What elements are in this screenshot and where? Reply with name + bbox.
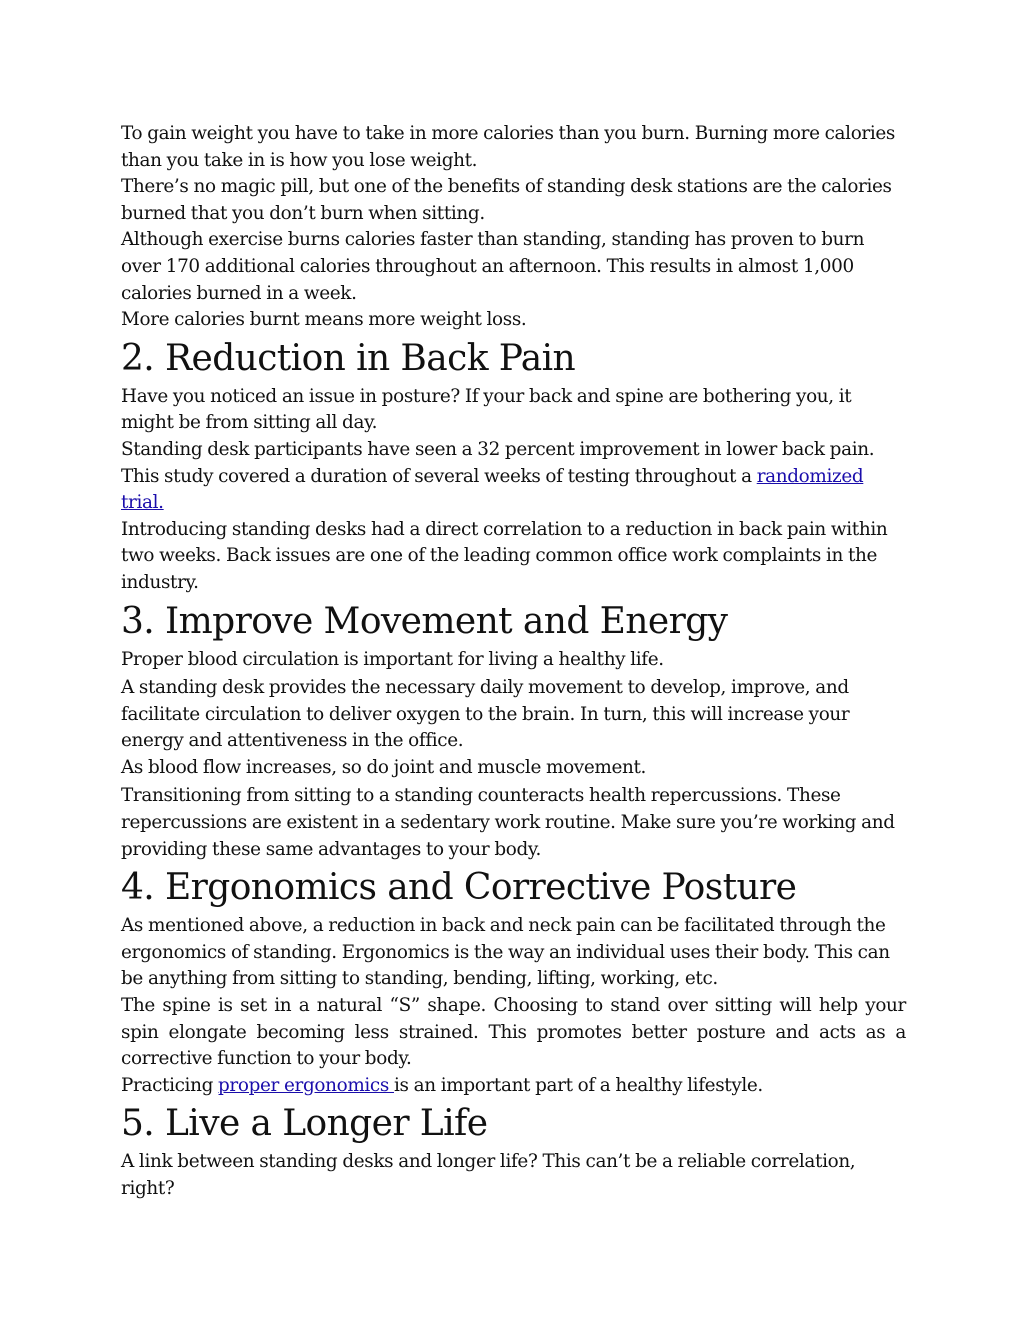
document-page xyxy=(121,121,906,1203)
section-3-paragraph-4: Transitioning from sitting to a standing counteracts health repercussions. These repercussions are existent in a sedentary work routine. Make sure you’re working and providing these same advantages to your body. xyxy=(121,785,895,860)
randomized-trial-link[interactable]: randomized trial. xyxy=(121,465,864,514)
section-4-paragraph-3-text-after: is an important part of a healthy lifestyle. xyxy=(393,1074,763,1096)
section-5-heading: 5. Live a Longer Life xyxy=(121,1103,488,1145)
section-4-heading: 4. Ergonomics and Corrective Posture xyxy=(121,867,797,909)
intro-paragraph-2: There’s no magic pill, but one of the benefits of standing desk stations are the calories burned that you don’t burn when sitting. xyxy=(121,176,892,224)
section-3-paragraph-2: A standing desk provides the necessary daily movement to develop, improve, and facilitate circulation to deliver oxygen to the brain. In turn, this will increase your energy and attentiveness in the office. xyxy=(121,677,850,752)
intro-paragraph-4: More calories burnt means more weight loss. xyxy=(121,309,527,331)
section-3-paragraph-3: As blood flow increases, so do joint and muscle movement. xyxy=(121,756,647,778)
section-3-heading: 3. Improve Movement and Energy xyxy=(121,600,728,642)
section-4-paragraph-2: The spine is set in a natural “S” shape. Choosing to stand over sitting will help your spin elongate becoming less strained. This promotes better posture and acts as a corrective function to your body. xyxy=(121,995,906,1070)
section-2-paragraph-2-text: Standing desk participants have seen a 32 percent improvement in lower back pain. This study covered a duration of several weeks of testing throughout a xyxy=(121,438,875,487)
section-5-paragraph-1: A link between standing desks and longer life? This can’t be a reliable correlation, right? xyxy=(121,1151,856,1199)
intro-paragraph-1: To gain weight you have to take in more calories than you burn. Burning more calories than you take in is how you lose weight. xyxy=(121,123,896,171)
intro-paragraph-3: Although exercise burns calories faster than standing, standing has proven to burn over 170 additional calories throughout an afternoon. This results in almost 1,000 calories burned in a week. xyxy=(121,229,865,304)
section-4-paragraph-3-text-before: Practicing xyxy=(121,1074,218,1096)
section-3-paragraph-1: Proper blood circulation is important for living a healthy life. xyxy=(121,648,664,670)
section-2-paragraph-2 xyxy=(121,437,906,517)
section-2-paragraph-3: Introducing standing desks had a direct correlation to a reduction in back pain within two weeks. Back issues are one of the leading common office work complaints in the industry. xyxy=(121,518,888,593)
section-4-paragraph-1: As mentioned above, a reduction in back and neck pain can be facilitated through the ergonomics of standing. Ergonomics is the way an individual uses their body. This can be anything from sitting to standing, bending, lifting, working, etc. xyxy=(121,915,890,990)
proper-ergonomics-link[interactable]: proper ergonomics xyxy=(218,1074,394,1096)
section-4-paragraph-3 xyxy=(121,1073,906,1100)
section-2-heading: 2. Reduction in Back Pain xyxy=(121,337,576,379)
section-2-paragraph-1: Have you noticed an issue in posture? If your back and spine are bothering you, it might be from sitting all day. xyxy=(121,385,852,434)
